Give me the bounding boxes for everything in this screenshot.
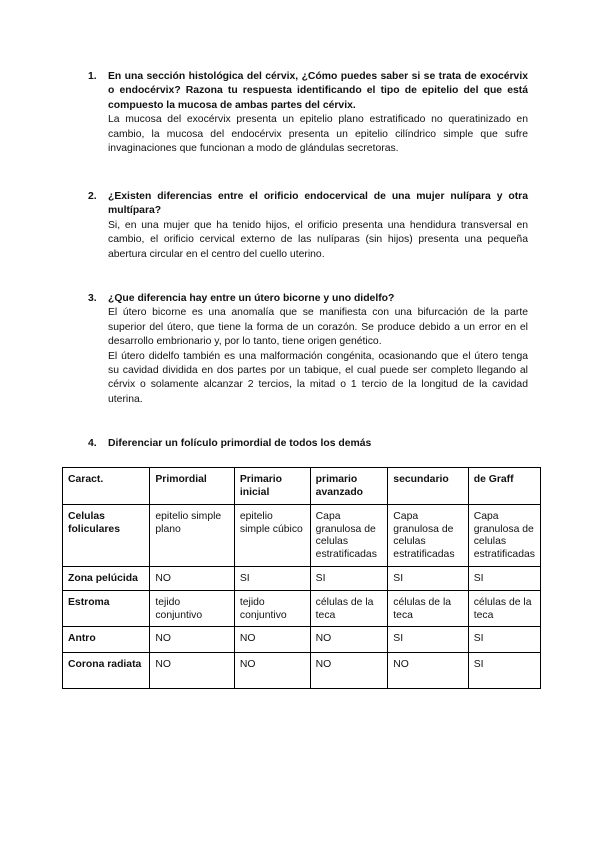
table-cell: SI bbox=[234, 567, 310, 591]
table-cell: tejido conjuntivo bbox=[234, 591, 310, 627]
table-cell: Capa granulosa de celulas estratificadas bbox=[468, 505, 540, 567]
answer-paragraph: La mucosa del exocérvix presenta un epitelio plano estratificado no queratinizado en cambio, la mucosa del endocérvix presenta un epitelio cilíndrico simple que sufre invaginaciones que funcionan a modo de glándulas secretoras. bbox=[108, 114, 528, 155]
question-number: 4. bbox=[88, 438, 97, 449]
table-cell: NO bbox=[150, 627, 235, 653]
row-header-cell: Corona radiata bbox=[63, 653, 150, 689]
question-3 bbox=[88, 292, 528, 407]
table-cell: NO bbox=[310, 627, 388, 653]
row-header-cell: Estroma bbox=[63, 591, 150, 627]
answer-paragraph: Si, en una mujer que ha tenido hijos, el orificio presenta una hendidura transversal en cambio, el orificio cervical externo de las nulíparas (sin hijos) presenta una pequeña abertura circular en el centro del cuello uterino. bbox=[108, 219, 528, 260]
table-cell: SI bbox=[388, 567, 468, 591]
row-header-cell: Zona pelúcida bbox=[63, 567, 150, 591]
table-row bbox=[63, 591, 541, 627]
follicle-comparison-table bbox=[62, 467, 541, 689]
table-header-cell: Primario inicial bbox=[234, 468, 310, 505]
table-cell: epitelio simple plano bbox=[150, 505, 235, 567]
row-header-cell: Celulas foliculares bbox=[63, 505, 150, 567]
table-cell: SI bbox=[468, 653, 540, 689]
question-title: ¿Existen diferencias entre el orificio endocervical de una mujer nulípara y otra multípara? bbox=[108, 191, 528, 217]
question-number: 1. bbox=[88, 71, 97, 82]
table-cell: NO bbox=[388, 653, 468, 689]
question-number: 3. bbox=[88, 293, 97, 304]
table-cell: SI bbox=[388, 627, 468, 653]
table-header-cell: Primordial bbox=[150, 468, 235, 505]
table-cell: NO bbox=[234, 653, 310, 689]
table-header-cell: de Graff bbox=[468, 468, 540, 505]
question-title: Diferenciar un folículo primordial de todos los demás bbox=[108, 438, 372, 449]
table-header-cell: primario avanzado bbox=[310, 468, 388, 505]
table-row bbox=[63, 505, 541, 567]
table-cell: NO bbox=[234, 627, 310, 653]
table-cell: SI bbox=[468, 627, 540, 653]
question-title: En una sección histológica del cérvix, ¿Cómo puedes saber si se trata de exocérvix o endocérvix? Razona tu respuesta identificando el tipo de epitelio del que está compuesto la mucosa de ambas partes del cérvix. bbox=[108, 71, 528, 111]
table-header-cell: secundario bbox=[388, 468, 468, 505]
table-header-cell: Caract. bbox=[63, 468, 150, 505]
table-header-row bbox=[63, 468, 541, 505]
question-answer bbox=[108, 306, 528, 407]
question-1 bbox=[88, 70, 528, 156]
table-cell: SI bbox=[468, 567, 540, 591]
table-cell: NO bbox=[150, 653, 235, 689]
question-2 bbox=[88, 190, 528, 262]
table-row bbox=[63, 567, 541, 591]
table-row bbox=[63, 653, 541, 689]
question-number: 2. bbox=[88, 191, 97, 202]
table-cell: NO bbox=[310, 653, 388, 689]
question-title: ¿Que diferencia hay entre un útero bicorne y uno didelfo? bbox=[108, 293, 395, 304]
table-cell: células de la teca bbox=[310, 591, 388, 627]
table-cell: Capa granulosa de celulas estratificadas bbox=[388, 505, 468, 567]
table-cell: Capa granulosa de celulas estratificadas bbox=[310, 505, 388, 567]
answer-paragraph: El útero bicorne es una anomalía que se manifiesta con una bifurcación de la parte superior del útero, que tiene la forma de un corazón. Se produce debido a un error en el desarrollo embrionario y, por lo tanto, tiene origen genético. bbox=[108, 307, 528, 348]
question-answer bbox=[108, 113, 528, 156]
row-header-cell: Antro bbox=[63, 627, 150, 653]
table-cell: células de la teca bbox=[468, 591, 540, 627]
table-row bbox=[63, 627, 541, 653]
question-answer bbox=[108, 219, 528, 262]
table-cell: NO bbox=[150, 567, 235, 591]
table-cell: tejido conjuntivo bbox=[150, 591, 235, 627]
answer-paragraph: El útero didelfo también es una malformación congénita, ocasionando que el útero tenga su cavidad dividida en dos partes por un tabique, el cual puede ser completo llegando al cérvix o solamente alcanzar 2 tercios, la mitad o 1 tercio de la longitud de la cavidad uterina. bbox=[108, 350, 528, 405]
table-cell: células de la teca bbox=[388, 591, 468, 627]
question-4 bbox=[88, 437, 528, 451]
table-cell: epitelio simple cúbico bbox=[234, 505, 310, 567]
table-cell: SI bbox=[310, 567, 388, 591]
